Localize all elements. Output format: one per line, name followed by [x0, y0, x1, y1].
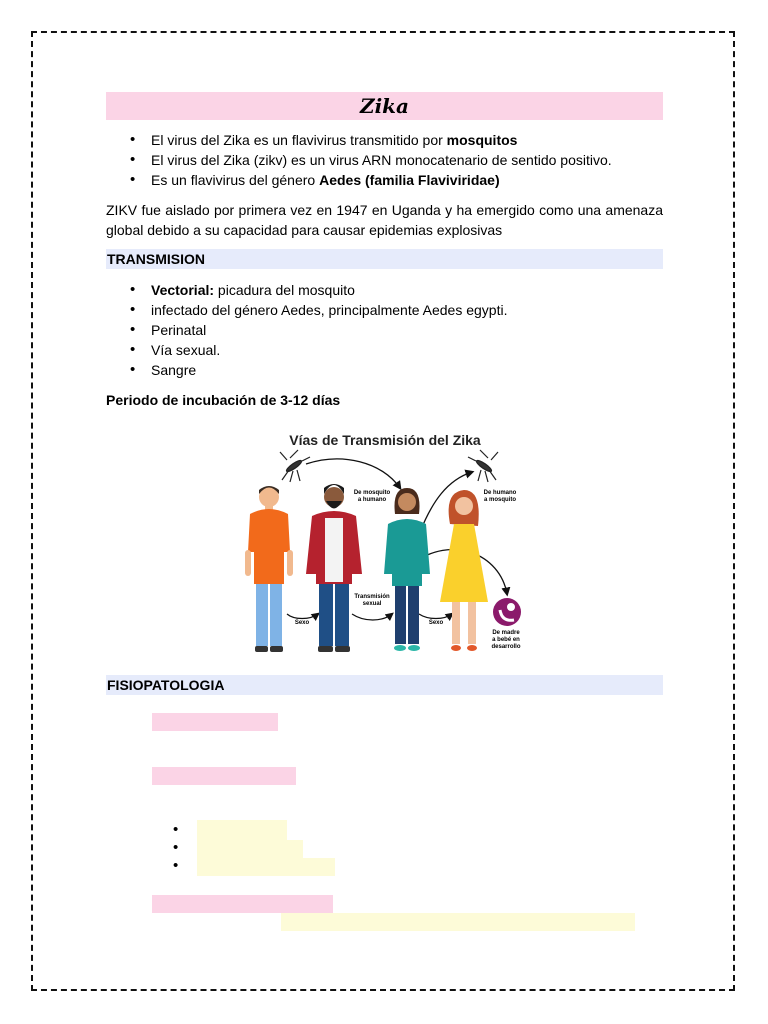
label-sex: Sexo: [294, 620, 310, 626]
list-item: • Perinatal: [106, 320, 507, 340]
section-heading-transmision: TRANSMISION: [106, 249, 663, 269]
bullet-dot: •: [173, 839, 179, 856]
label-sexual-transmission: sexual: [362, 601, 382, 607]
baby-icon: [493, 598, 521, 626]
redacted-highlight: [197, 820, 287, 840]
redacted-highlight: [197, 840, 303, 858]
section-heading-fisiopatologia: FISIOPATOLOGIA: [106, 675, 663, 695]
label-human-mosquito: De humano: [483, 490, 517, 496]
label-human-mosquito: a mosquito: [483, 497, 517, 503]
label-mosquito-human: a humano: [357, 497, 387, 503]
person-orange-shirt-icon: [245, 486, 293, 652]
infographic-title: Vías de Transmisión del Zika: [289, 432, 481, 448]
list-item: • El virus del Zika (zikv) es un virus ARN monocatenario de sentido positivo.: [106, 150, 612, 170]
redacted-highlight: [152, 713, 278, 731]
transmision-list: [106, 280, 507, 380]
incubation-period: Periodo de incubación de 3-12 días: [106, 392, 341, 408]
label-sex: Sexo: [428, 620, 444, 626]
person-teal-top-icon: [384, 488, 430, 651]
mosquito-icon: [280, 450, 310, 482]
list-item: • El virus del Zika es un flavivirus transmitido por mosquitos: [106, 130, 612, 150]
transmission-infographic: [232, 424, 532, 658]
intro-bullet-list: [106, 130, 612, 190]
label-mother-baby: De madre: [492, 630, 520, 636]
list-item: • Es un flavivirus del género Aedes (familia Flaviviridae): [106, 170, 612, 190]
redacted-highlight: [197, 858, 335, 876]
page-title: Zika: [359, 94, 409, 118]
label-sexual-transmission: Transmisión: [354, 594, 390, 600]
person-red-jacket-icon: [306, 484, 362, 652]
label-mother-baby: a bebé en: [492, 637, 520, 643]
label-mosquito-human: De mosquito: [353, 490, 391, 496]
person-yellow-dress-icon: [440, 490, 488, 651]
list-item: • Sangre: [106, 360, 507, 380]
redacted-highlight: [152, 895, 333, 913]
intro-paragraph: ZIKV fue aislado por primera vez en 1947 en Uganda y ha emergido como una amenaza global debido a su capacidad para causar epidemias explosivas: [106, 202, 663, 238]
redacted-highlight: [281, 913, 635, 931]
bullet-dot: •: [173, 857, 179, 874]
bullet-dot: •: [173, 821, 179, 838]
title-bar: [106, 92, 663, 120]
redacted-highlight: [152, 767, 296, 785]
list-item: • Vía sexual.: [106, 340, 507, 360]
label-mother-baby: desarrollo: [491, 644, 521, 650]
list-item: • infectado del género Aedes, principalmente Aedes egypti.: [106, 300, 507, 320]
list-item: • Vectorial: picadura del mosquito: [106, 280, 507, 300]
mosquito-icon: [468, 450, 498, 482]
